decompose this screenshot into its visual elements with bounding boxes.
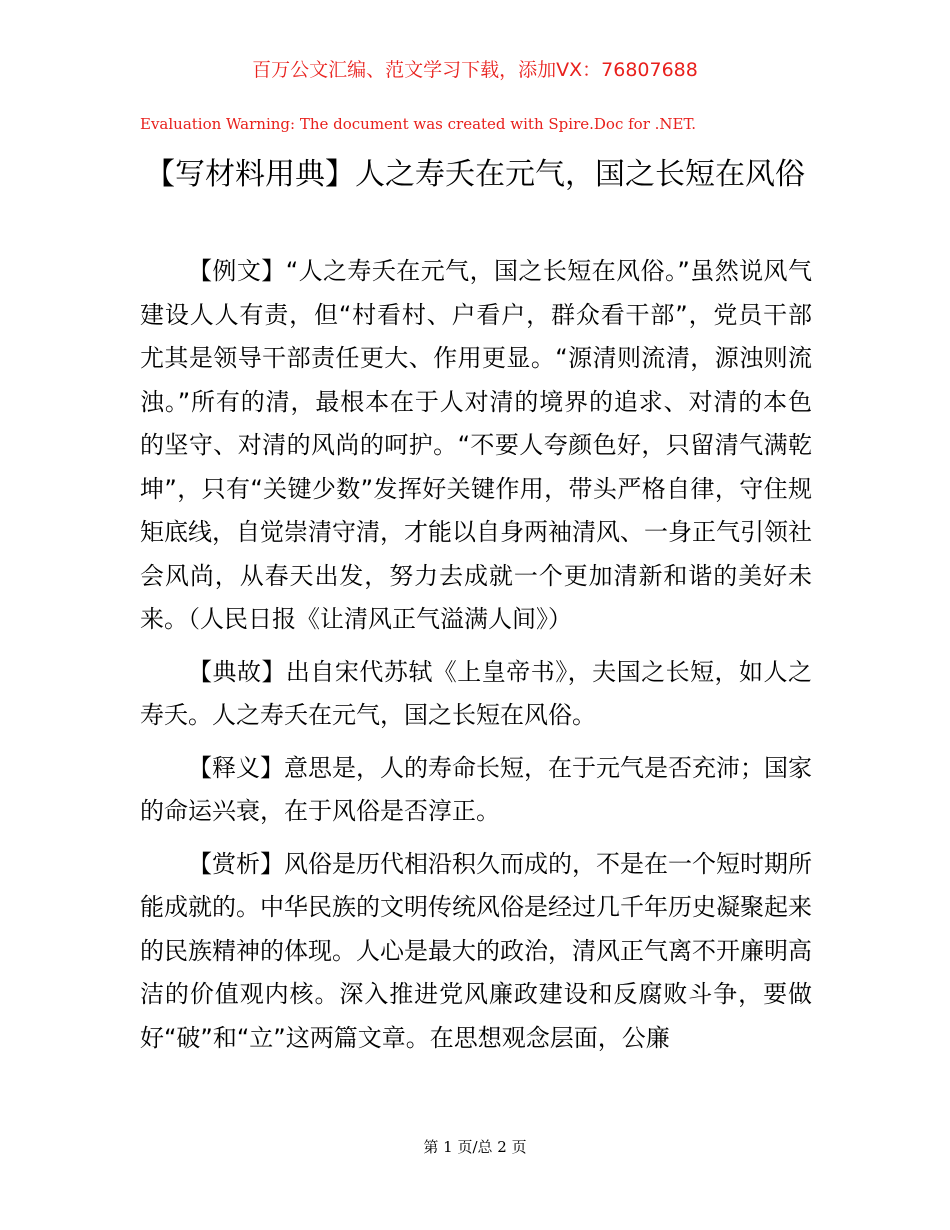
header-banner: 百万公文汇编、范文学习下载，添加VX：76807688 (252, 59, 698, 81)
paragraph-example: 【例文】“人之寿夭在元气，国之长短在风俗。”虽然说风气建设人人有责，但“村看村、户看户，群众看干部”，党员干部尤其是领导干部责任更大、作用更显。“源清则流清，源浊则流浊。”所有的清，最根本在于人对清的境界的追求、对清的本色的坚守、对清的风尚的呵护。“不要人夸颜色好，只留清气满乾坤”，只有“关键少数”发挥好关键作用，带头严格自律，守住规矩底线，自觉崇清守清，才能以自身两袖清风、一身正气引领社会风尚，从春天出发，努力去成就一个更加清新和谐的美好未来。（人民日报《让清风正气溢满人间》） (140, 257, 812, 633)
document-body (140, 250, 812, 1069)
paragraph-allusion: 【典故】出自宋代苏轼《上皇帝书》，夫国之长短，如人之寿夭。人之寿夭在元气，国之长短在风俗。 (140, 657, 812, 729)
paragraph-appreciation: 【赏析】风俗是历代相沿积久而成的，不是在一个短时期所能成就的。中华民族的文明传统风俗是经过几千年历史凝聚起来的民族精神的体现。人心是最大的政治，清风正气离不开廉明高洁的价值观内核。深入推进党风廉政建设和反腐败斗争，要做好“破”和“立”这两篇文章。在思想观念层面，公廉 (140, 849, 812, 1052)
paragraph-meaning: 【释义】意思是，人的寿命长短，在于元气是否充沛；国家的命运兴衰，在于风俗是否淳正。 (140, 753, 812, 825)
evaluation-warning: Evaluation Warning: The document was created with Spire.Doc for .NET. (140, 115, 697, 133)
document-title: 【写材料用典】人之寿夭在元气，国之长短在风俗 (145, 157, 805, 192)
page-number-footer: 第 1 页/总 2 页 (423, 1138, 527, 1156)
